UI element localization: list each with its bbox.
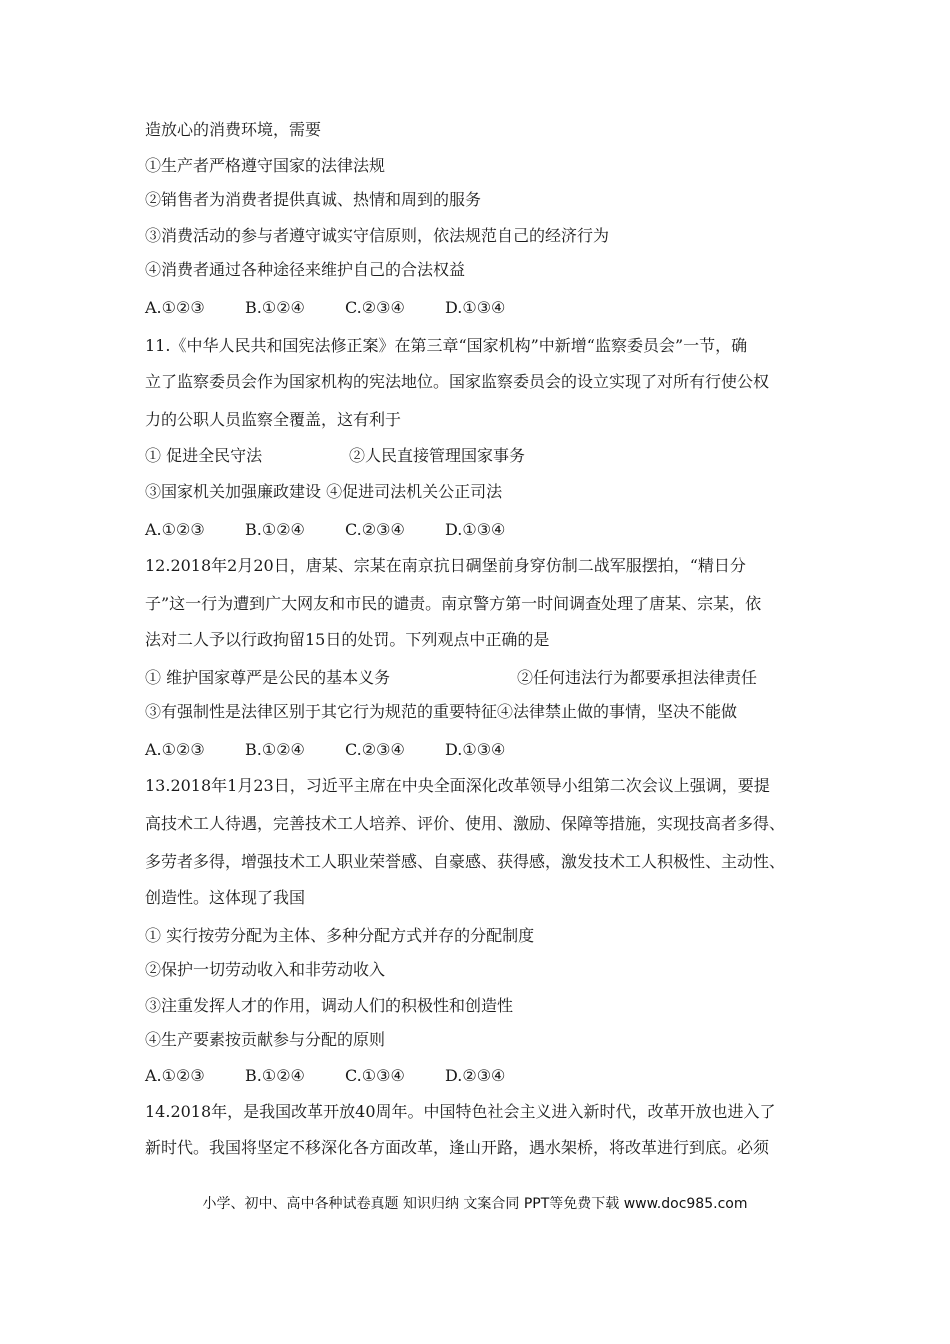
statement-2: ②保护一切劳动收入和非劳动收入 <box>145 960 386 979</box>
option-b: B.①②④ <box>245 740 305 759</box>
statement-1: ① 维护国家尊严是公民的基本义务 <box>145 668 391 687</box>
answer-options-q13 <box>145 1066 505 1086</box>
statement-3: ③注重发挥人才的作用，调动人们的积极性和创造性 <box>145 996 514 1015</box>
answer-options-q12 <box>145 740 505 760</box>
option-a: A.①②③ <box>145 520 205 539</box>
question-13-text: 多劳者多得，增强技术工人职业荣誉感、自豪感、获得感，激发技术工人积极性、主动性、 <box>145 852 786 871</box>
question-13-text: 13.2018年1月23日，习近平主席在中央全面深化改革领导小组第二次会议上强调，要提 <box>145 776 770 795</box>
option-b: B.①②④ <box>245 520 305 539</box>
option-a: A.①②③ <box>145 1066 205 1085</box>
question-13-text: 高技术工人待遇，完善技术工人培养、评价、使用、激励、保障等措施，实现技高者多得、 <box>145 814 786 833</box>
question-12-text: 子”这一行为遭到广大网友和市民的谴责。南京警方第一时间调查处理了唐某、宗某，依 <box>145 594 762 613</box>
text-line: 造放心的消费环境，需要 <box>145 120 322 139</box>
question-12-text: 法对二人予以行政拘留15日的处罚。下列观点中正确的是 <box>145 630 550 649</box>
option-d: D.②③④ <box>445 1066 506 1085</box>
statement-3: ③消费活动的参与者遵守诚实守信原则，依法规范自己的经济行为 <box>145 226 610 245</box>
statement-row: ③有强制性是法律区别于其它行为规范的重要特征④法律禁止做的事情，坚决不能做 <box>145 702 738 721</box>
question-11-text: 11.《中华人民共和国宪法修正案》在第三章“国家机构”中新增“监察委员会”一节，确 <box>145 336 748 355</box>
question-11-text: 立了监察委员会作为国家机构的宪法地位。国家监察委员会的设立实现了对所有行使公权 <box>145 372 770 391</box>
statement-1: ① 实行按劳分配为主体、多种分配方式并存的分配制度 <box>145 926 535 945</box>
option-d: D.①③④ <box>445 298 506 317</box>
option-a: A.①②③ <box>145 298 205 317</box>
option-c: C.②③④ <box>345 740 405 759</box>
footer-watermark: 小学、初中、高中各种试卷真题 知识归纳 文案合同 PPT等免费下载 www.doc985.com <box>202 1196 748 1212</box>
option-d: D.①③④ <box>445 740 506 759</box>
option-c: C.②③④ <box>345 298 405 317</box>
answer-options-q10 <box>145 298 505 318</box>
question-14-text: 14.2018年，是我国改革开放40周年。中国特色社会主义进入新时代，改革开放也进入了 <box>145 1102 776 1121</box>
question-13-text: 创造性。这体现了我国 <box>145 888 306 907</box>
question-11-text: 力的公职人员监察全覆盖，这有利于 <box>145 410 402 429</box>
question-14-text: 新时代。我国将坚定不移深化各方面改革，逢山开路，遇水架桥，将改革进行到底。必须 <box>145 1138 770 1157</box>
statement-4: ④生产要素按贡献参与分配的原则 <box>145 1030 386 1049</box>
statement-row <box>145 668 757 688</box>
option-c: C.②③④ <box>345 520 405 539</box>
option-d: D.①③④ <box>445 520 506 539</box>
option-a: A.①②③ <box>145 740 205 759</box>
statement-1: ①生产者严格遵守国家的法律法规 <box>145 156 386 175</box>
option-b: B.①②④ <box>245 1066 305 1085</box>
statement-4: ④消费者通过各种途径来维护自己的合法权益 <box>145 260 466 279</box>
statement-2: ②任何违法行为都要承担法律责任 <box>517 668 758 687</box>
statement-2: ②人民直接管理国家事务 <box>349 446 526 465</box>
option-c: C.①③④ <box>345 1066 405 1085</box>
answer-options-q11 <box>145 520 505 540</box>
statement-2: ②销售者为消费者提供真诚、热情和周到的服务 <box>145 190 482 209</box>
question-12-text: 12.2018年2月20日，唐某、宗某在南京抗日碉堡前身穿仿制二战军服摆拍，“精日分 <box>145 556 746 575</box>
option-b: B.①②④ <box>245 298 305 317</box>
statement-row <box>145 446 525 466</box>
statement-1: ① 促进全民守法 <box>145 446 263 465</box>
statement-row: ③国家机关加强廉政建设 ④促进司法机关公正司法 <box>145 482 503 501</box>
